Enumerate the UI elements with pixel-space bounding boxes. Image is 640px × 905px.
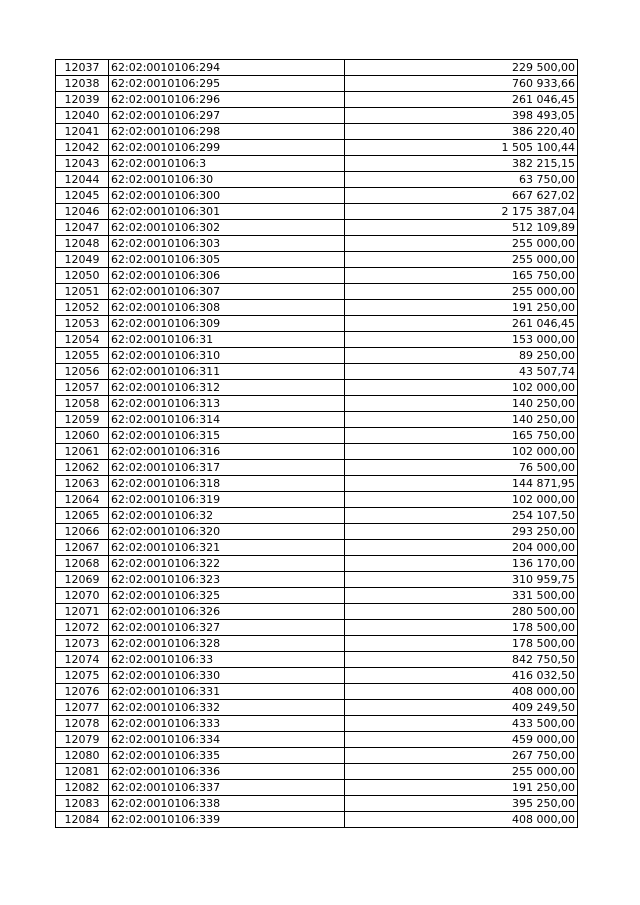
cadastral-number-cell: 62:02:0010106:314 [109,412,345,428]
value-cell: 408 000,00 [345,812,578,828]
row-number-cell: 12048 [56,236,109,252]
row-number-cell: 12080 [56,748,109,764]
table-row [56,396,578,412]
table-row [56,204,578,220]
value-cell: 433 500,00 [345,716,578,732]
cadastral-number-cell: 62:02:0010106:310 [109,348,345,364]
table-row [56,748,578,764]
table-row [56,764,578,780]
cadastral-number-cell: 62:02:0010106:320 [109,524,345,540]
cadastral-number-cell: 62:02:0010106:295 [109,76,345,92]
value-cell: 255 000,00 [345,284,578,300]
value-cell: 261 046,45 [345,316,578,332]
cadastral-value-table [55,59,578,828]
row-number-cell: 12047 [56,220,109,236]
table-row [56,188,578,204]
row-number-cell: 12081 [56,764,109,780]
row-number-cell: 12058 [56,396,109,412]
table-row [56,156,578,172]
value-cell: 178 500,00 [345,636,578,652]
cadastral-number-cell: 62:02:0010106:305 [109,252,345,268]
cadastral-number-cell: 62:02:0010106:322 [109,556,345,572]
cadastral-number-cell: 62:02:0010106:330 [109,668,345,684]
table-row [56,780,578,796]
cadastral-number-cell: 62:02:0010106:321 [109,540,345,556]
table-row [56,300,578,316]
table-row [56,620,578,636]
row-number-cell: 12069 [56,572,109,588]
row-number-cell: 12046 [56,204,109,220]
cadastral-number-cell: 62:02:0010106:296 [109,92,345,108]
row-number-cell: 12057 [56,380,109,396]
table-row [56,284,578,300]
cadastral-number-cell: 62:02:0010106:311 [109,364,345,380]
cadastral-number-cell: 62:02:0010106:338 [109,796,345,812]
table-row [56,636,578,652]
cadastral-number-cell: 62:02:0010106:3 [109,156,345,172]
table-row [56,348,578,364]
value-cell: 267 750,00 [345,748,578,764]
value-cell: 382 215,15 [345,156,578,172]
row-number-cell: 12076 [56,684,109,700]
cadastral-number-cell: 62:02:0010106:300 [109,188,345,204]
value-cell: 204 000,00 [345,540,578,556]
value-cell: 63 750,00 [345,172,578,188]
row-number-cell: 12064 [56,492,109,508]
cadastral-number-cell: 62:02:0010106:337 [109,780,345,796]
value-cell: 191 250,00 [345,300,578,316]
value-cell: 416 032,50 [345,668,578,684]
cadastral-number-cell: 62:02:0010106:309 [109,316,345,332]
row-number-cell: 12039 [56,92,109,108]
table-row [56,140,578,156]
value-cell: 842 750,50 [345,652,578,668]
table-row [56,92,578,108]
cadastral-number-cell: 62:02:0010106:323 [109,572,345,588]
value-cell: 165 750,00 [345,428,578,444]
table-row [56,412,578,428]
row-number-cell: 12056 [56,364,109,380]
cadastral-number-cell: 62:02:0010106:326 [109,604,345,620]
table-row [56,316,578,332]
row-number-cell: 12038 [56,76,109,92]
table-row [56,796,578,812]
table-row [56,588,578,604]
value-cell: 102 000,00 [345,492,578,508]
row-number-cell: 12082 [56,780,109,796]
row-number-cell: 12065 [56,508,109,524]
value-cell: 293 250,00 [345,524,578,540]
row-number-cell: 12060 [56,428,109,444]
row-number-cell: 12049 [56,252,109,268]
cadastral-number-cell: 62:02:0010106:31 [109,332,345,348]
value-cell: 153 000,00 [345,332,578,348]
row-number-cell: 12063 [56,476,109,492]
table-row [56,604,578,620]
table-row [56,172,578,188]
table-row [56,556,578,572]
cadastral-number-cell: 62:02:0010106:331 [109,684,345,700]
value-cell: 178 500,00 [345,620,578,636]
row-number-cell: 12037 [56,60,109,76]
value-cell: 261 046,45 [345,92,578,108]
row-number-cell: 12074 [56,652,109,668]
row-number-cell: 12051 [56,284,109,300]
value-cell: 395 250,00 [345,796,578,812]
cadastral-number-cell: 62:02:0010106:301 [109,204,345,220]
table-row [56,716,578,732]
row-number-cell: 12083 [56,796,109,812]
cadastral-number-cell: 62:02:0010106:333 [109,716,345,732]
table-row [56,572,578,588]
row-number-cell: 12044 [56,172,109,188]
table-row [56,444,578,460]
row-number-cell: 12043 [56,156,109,172]
cadastral-number-cell: 62:02:0010106:334 [109,732,345,748]
row-number-cell: 12055 [56,348,109,364]
cadastral-number-cell: 62:02:0010106:316 [109,444,345,460]
row-number-cell: 12075 [56,668,109,684]
cadastral-number-cell: 62:02:0010106:32 [109,508,345,524]
value-cell: 43 507,74 [345,364,578,380]
cadastral-number-cell: 62:02:0010106:302 [109,220,345,236]
cadastral-number-cell: 62:02:0010106:328 [109,636,345,652]
value-cell: 89 250,00 [345,348,578,364]
cadastral-number-cell: 62:02:0010106:299 [109,140,345,156]
cadastral-number-cell: 62:02:0010106:307 [109,284,345,300]
value-cell: 136 170,00 [345,556,578,572]
table-row [56,220,578,236]
value-cell: 191 250,00 [345,780,578,796]
table-row [56,236,578,252]
value-cell: 331 500,00 [345,588,578,604]
value-cell: 386 220,40 [345,124,578,140]
cadastral-number-cell: 62:02:0010106:325 [109,588,345,604]
cadastral-number-cell: 62:02:0010106:339 [109,812,345,828]
value-cell: 408 000,00 [345,684,578,700]
row-number-cell: 12052 [56,300,109,316]
cadastral-number-cell: 62:02:0010106:335 [109,748,345,764]
table-row [56,812,578,828]
cadastral-number-cell: 62:02:0010106:308 [109,300,345,316]
value-cell: 144 871,95 [345,476,578,492]
cadastral-number-cell: 62:02:0010106:294 [109,60,345,76]
row-number-cell: 12073 [56,636,109,652]
value-cell: 255 000,00 [345,764,578,780]
row-number-cell: 12077 [56,700,109,716]
table-row [56,268,578,284]
table-row [56,540,578,556]
table-row [56,684,578,700]
row-number-cell: 12078 [56,716,109,732]
row-number-cell: 12072 [56,620,109,636]
row-number-cell: 12059 [56,412,109,428]
cadastral-number-cell: 62:02:0010106:298 [109,124,345,140]
row-number-cell: 12079 [56,732,109,748]
table-row [56,428,578,444]
row-number-cell: 12070 [56,588,109,604]
table-row [56,332,578,348]
row-number-cell: 12066 [56,524,109,540]
value-cell: 255 000,00 [345,236,578,252]
value-cell: 102 000,00 [345,380,578,396]
cadastral-number-cell: 62:02:0010106:312 [109,380,345,396]
value-cell: 165 750,00 [345,268,578,284]
value-cell: 459 000,00 [345,732,578,748]
value-cell: 398 493,05 [345,108,578,124]
row-number-cell: 12040 [56,108,109,124]
cadastral-number-cell: 62:02:0010106:30 [109,172,345,188]
value-cell: 280 500,00 [345,604,578,620]
cadastral-number-cell: 62:02:0010106:313 [109,396,345,412]
table-row [56,460,578,476]
cadastral-number-cell: 62:02:0010106:315 [109,428,345,444]
table-row [56,380,578,396]
table-row [56,476,578,492]
row-number-cell: 12042 [56,140,109,156]
cadastral-number-cell: 62:02:0010106:327 [109,620,345,636]
row-number-cell: 12062 [56,460,109,476]
row-number-cell: 12068 [56,556,109,572]
table-row [56,252,578,268]
value-cell: 255 000,00 [345,252,578,268]
table-row [56,108,578,124]
table-row [56,124,578,140]
value-cell: 254 107,50 [345,508,578,524]
cadastral-number-cell: 62:02:0010106:297 [109,108,345,124]
cadastral-number-cell: 62:02:0010106:332 [109,700,345,716]
value-cell: 760 933,66 [345,76,578,92]
row-number-cell: 12045 [56,188,109,204]
value-cell: 409 249,50 [345,700,578,716]
row-number-cell: 12054 [56,332,109,348]
table-row [56,60,578,76]
value-cell: 140 250,00 [345,396,578,412]
value-cell: 310 959,75 [345,572,578,588]
row-number-cell: 12041 [56,124,109,140]
row-number-cell: 12061 [56,444,109,460]
value-cell: 229 500,00 [345,60,578,76]
cadastral-number-cell: 62:02:0010106:306 [109,268,345,284]
value-cell: 667 627,02 [345,188,578,204]
table-row [56,700,578,716]
row-number-cell: 12084 [56,812,109,828]
cadastral-number-cell: 62:02:0010106:318 [109,476,345,492]
cadastral-number-cell: 62:02:0010106:317 [109,460,345,476]
table-row [56,492,578,508]
table-row [56,364,578,380]
table-row [56,652,578,668]
cadastral-number-cell: 62:02:0010106:303 [109,236,345,252]
row-number-cell: 12067 [56,540,109,556]
cadastral-number-cell: 62:02:0010106:319 [109,492,345,508]
table-row [56,732,578,748]
row-number-cell: 12071 [56,604,109,620]
value-cell: 1 505 100,44 [345,140,578,156]
value-cell: 76 500,00 [345,460,578,476]
value-cell: 2 175 387,04 [345,204,578,220]
value-cell: 102 000,00 [345,444,578,460]
value-cell: 140 250,00 [345,412,578,428]
cadastral-number-cell: 62:02:0010106:336 [109,764,345,780]
value-cell: 512 109,89 [345,220,578,236]
row-number-cell: 12053 [56,316,109,332]
cadastral-number-cell: 62:02:0010106:33 [109,652,345,668]
table-row [56,508,578,524]
table-row [56,524,578,540]
table-row [56,76,578,92]
row-number-cell: 12050 [56,268,109,284]
table-body [56,60,578,828]
table-row [56,668,578,684]
